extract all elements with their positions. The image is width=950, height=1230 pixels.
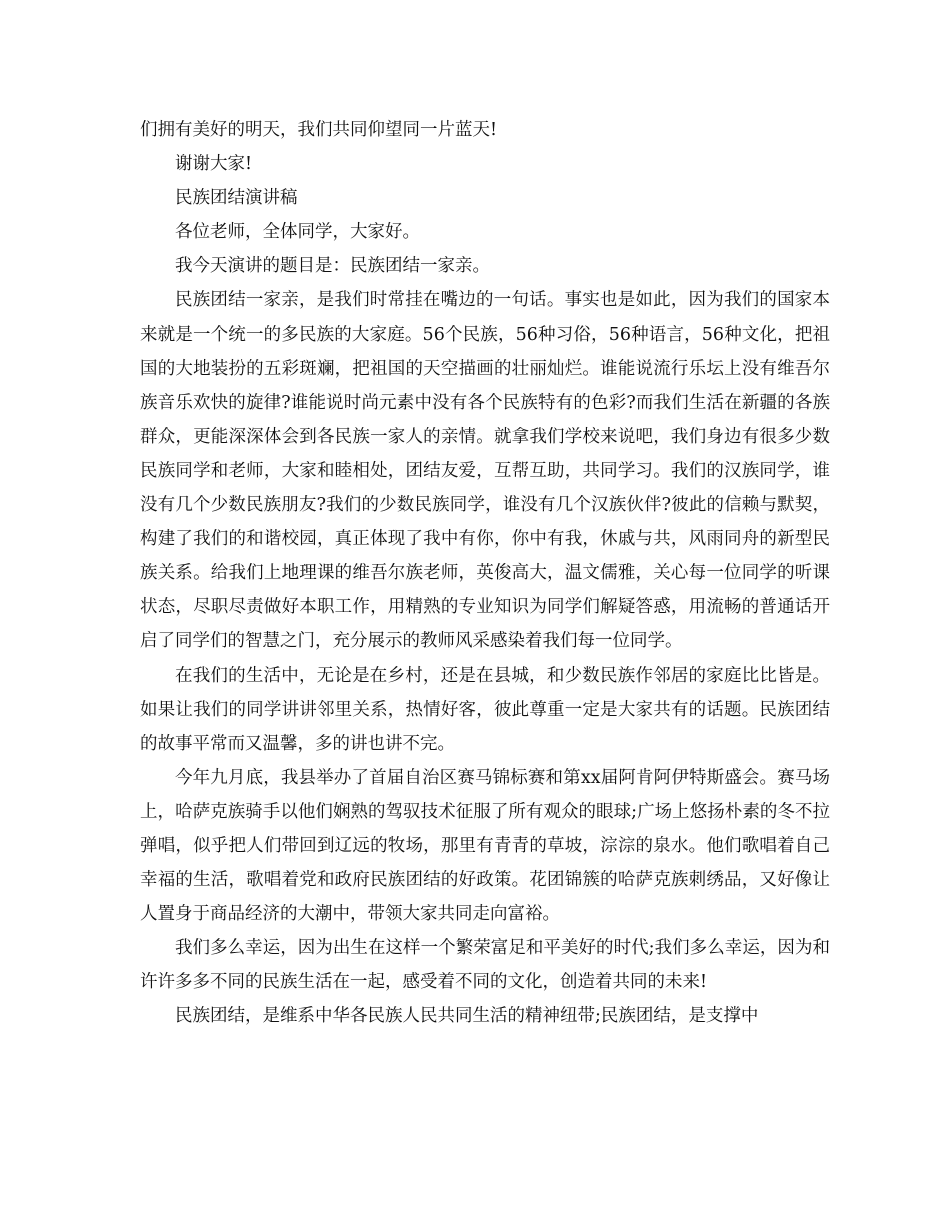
document-body	[140, 113, 830, 1034]
paragraph-body-2: 在我们的生活中，无论是在乡村，还是在县城，和少数民族作邻居的家庭比比皆是。如果让我们的同学讲讲邻里关系，热情好客，彼此尊重一定是大家共有的话题。民族团结的故事平常而又温馨，多的讲也讲不完。	[140, 665, 830, 754]
paragraph-body-4: 我们多么幸运，因为出生在这样一个繁荣富足和平美好的时代;我们多么幸运，因为和许许多多不同的民族生活在一起，感受着不同的文化，创造着共同的未来!	[140, 938, 830, 993]
paragraph-continuation: 们拥有美好的明天，我们共同仰望同一片蓝天!	[140, 120, 498, 140]
speech-title: 民族团结演讲稿	[175, 188, 298, 209]
paragraph-body-1: 民族团结一家亲，是我们时常挂在嘴边的一句话。事实也是如此，因为我们的国家本来就是一个统一的多民族的大家庭。56个民族，56种习俗，56种语言，56种文化，把祖国的大地装扮的五彩斑斓，把祖国的天空描画的壮丽灿烂。谁能说流行乐坛上没有维吾尔族音乐欢快的旋律?谁能说时尚元素中没有各个民族特有的色彩?而我们生活在新疆的各族群众，更能深深体会到各民族一家人的亲情。就拿我们学校来说吧，我们身边有很多少数民族同学和老师，大家和睦相处，团结友爱，互帮互助，共同学习。我们的汉族同学，谁没有几个少数民族朋友?我们的少数民族同学，谁没有几个汉族伙伴?彼此的信赖与默契，构建了我们的和谐校园，真正体现了我中有你，你中有我，休戚与共，风雨同舟的新型民族关系。给我们上地理课的维吾尔族老师，英俊高大，温文儒雅，关心每一位同学的听课状态，尽职尽责做好本职工作，用精熟的专业知识为同学们解疑答惑，用流畅的普通话开启了同学们的智慧之门，充分展示的教师风采感染着我们每一位同学。	[140, 290, 830, 652]
paragraph-greeting: 各位老师，全体同学，大家好。	[175, 222, 420, 243]
paragraph-thanks: 谢谢大家!	[175, 154, 253, 175]
paragraph-topic: 我今天演讲的题目是：民族团结一家亲。	[175, 256, 490, 277]
paragraph-body-3: 今年九月底，我县举办了首届自治区赛马锦标赛和第xx届阿肯阿伊特斯盛会。赛马场上，哈萨克族骑手以他们娴熟的驾驭技术征服了所有观众的眼球;广场上悠扬朴素的冬不拉弹唱，似乎把人们带回到辽远的牧场，那里有青青的草坡，淙淙的泉水。他们歌唱着自己幸福的生活，歌唱着党和政府民族团结的好政策。花团锦簇的哈萨克族刺绣品，又好像让人置身于商品经济的大潮中，带领大家共同走向富裕。	[140, 767, 830, 925]
paragraph-body-5: 民族团结，是维系中华各民族人民共同生活的精神纽带;民族团结，是支撑中	[175, 1006, 759, 1027]
